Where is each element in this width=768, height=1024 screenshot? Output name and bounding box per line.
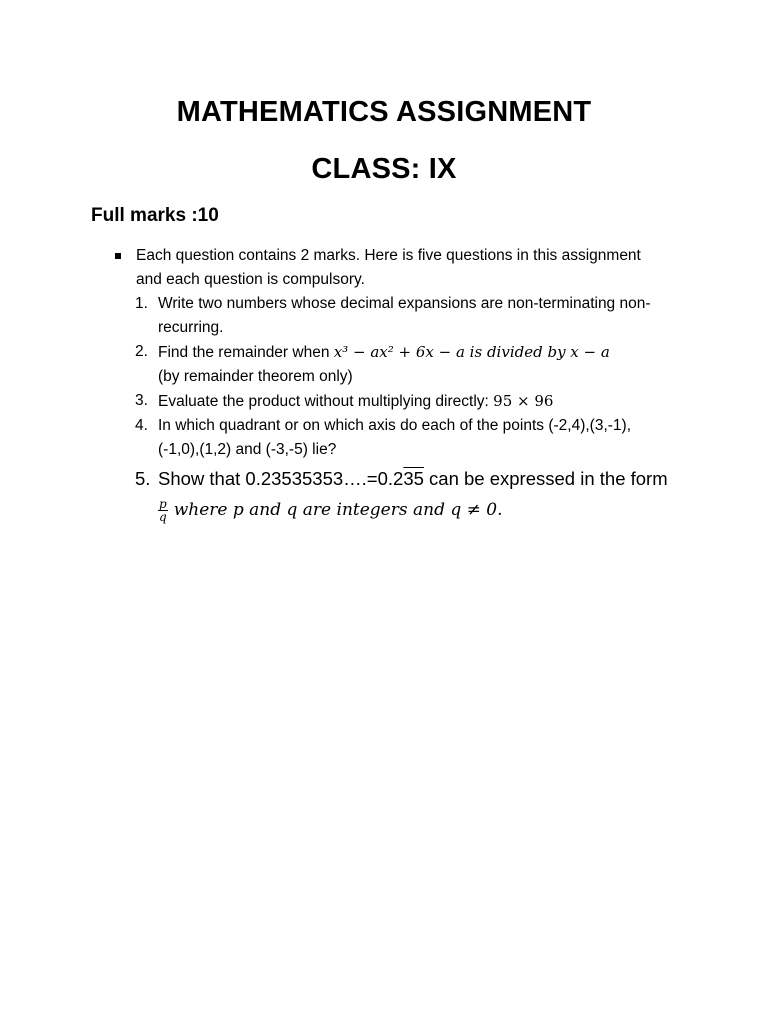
question-text: Write two numbers whose decimal expansions are non-terminating non- xyxy=(158,295,651,312)
question-2 xyxy=(135,340,695,389)
question-1 xyxy=(135,292,695,340)
question-5 xyxy=(135,464,695,525)
repeating-digits-overline: 35 xyxy=(403,468,424,489)
fraction-numerator: p xyxy=(159,496,167,511)
question-text-continued: recurring. xyxy=(158,319,224,336)
question-text: Evaluate the product without multiplying directly: xyxy=(158,393,494,410)
question-text: In which quadrant or on which axis do each of the points (-2,4),(3,-1), xyxy=(158,417,631,434)
instructions-bullet xyxy=(115,244,675,292)
question-text-continued: (-1,0),(1,2) and (-3,-5) lie? xyxy=(158,441,337,458)
instructions-line-2: and each question is compulsory. xyxy=(136,271,365,288)
product-expression: 95 × 96 xyxy=(493,392,554,410)
question-number: 3. xyxy=(135,392,148,409)
polynomial-expression: x³ − ax² + 6x − a is divided by x − a xyxy=(333,343,610,361)
instructions-line-1: Each question contains 2 marks. Here is five questions in this assignment xyxy=(136,247,641,264)
integer-condition-expression: where p and q are integers and q ≠ 0. xyxy=(173,500,503,520)
fraction-p-over-q xyxy=(158,498,168,523)
question-note: (by remainder theorem only) xyxy=(158,368,353,385)
question-number: 5. xyxy=(135,468,151,489)
question-4 xyxy=(135,414,695,462)
question-text-continued: can be expressed in the form xyxy=(423,468,668,489)
question-text: Show that 0.23535353….=0.2 xyxy=(158,468,404,489)
question-number: 1. xyxy=(135,295,148,312)
full-marks-heading: Full marks :10 xyxy=(91,205,219,226)
fraction-denominator: q xyxy=(159,509,167,524)
question-list xyxy=(135,292,695,525)
question-text: Find the remainder when xyxy=(158,344,334,361)
square-bullet-icon xyxy=(115,253,121,259)
question-number: 4. xyxy=(135,417,148,434)
question-3 xyxy=(135,389,695,414)
class-heading: CLASS: IX xyxy=(311,153,457,185)
question-number: 2. xyxy=(135,343,148,360)
document-title: MATHEMATICS ASSIGNMENT xyxy=(176,96,592,128)
